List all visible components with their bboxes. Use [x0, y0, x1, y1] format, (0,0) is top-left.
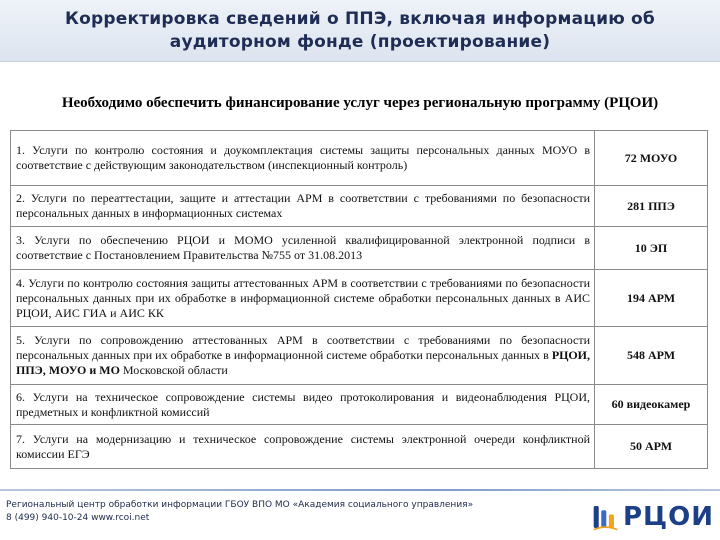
service-description-text: 5. Услуги по сопровождению аттестованных АРМ в соответствии с требованиями по безопасности персональных данных при их обработке в информационной системе обработки персональных данных в — [16, 333, 590, 362]
table-row — [11, 227, 708, 270]
footer-org: Региональный центр обработки информации ГБОУ ВПО МО «Академия социального управления» — [6, 500, 474, 510]
service-description: 2. Услуги по переаттестации, защите и аттестации АРМ в соответствии с требованиями по безопасности персональных данных в информационных системах — [11, 186, 595, 227]
page-title-line1: Корректировка сведений о ППЭ, включая информацию об — [65, 8, 655, 29]
page-title — [65, 8, 655, 54]
title-bar — [0, 0, 720, 62]
service-description: 3. Услуги по обеспечению РЦОИ и МОМО усиленной квалифицированной электронной подписи в соответствие с Постановлением Правительства №755 от 31.08.2013 — [11, 227, 595, 270]
service-quantity: 548 АРМ — [595, 327, 708, 385]
service-description: 1. Услуги по контролю состояния и доукомплектация системы защиты персональных данных МОУО в соответствие с действующим законодательством (инспекционный контроль) — [11, 131, 595, 186]
service-quantity: 72 МОУО — [595, 131, 708, 186]
rcoi-logo — [592, 497, 714, 537]
service-description: 7. Услуги на модернизацию и техническое сопровождение системы электронной очереди конфликтной комиссии ЕГЭ — [11, 425, 595, 469]
footer-divider — [0, 489, 720, 491]
footer — [6, 499, 566, 525]
rcoi-logo-icon — [592, 500, 619, 534]
services-table — [10, 130, 708, 469]
service-quantity: 194 АРМ — [595, 270, 708, 327]
service-description — [11, 327, 595, 385]
service-description-bold: РЦОИ, ППЭ, МОУО и МО — [16, 348, 590, 377]
page-title-line2: аудиторном фонде (проектирование) — [169, 31, 551, 52]
table-row — [11, 186, 708, 227]
service-quantity: 50 АРМ — [595, 425, 708, 469]
service-quantity: 281 ППЭ — [595, 186, 708, 227]
table-row — [11, 385, 708, 425]
service-description: 4. Услуги по контролю состояния защиты аттестованных АРМ в соответствии с требованиями по безопасности персональных данных при их обработке в информационной системе обработки персональных данных в АИС РЦОИ, АИС ГИА и АИС КК — [11, 270, 595, 327]
service-description-text: Московской области — [119, 363, 228, 377]
table-row — [11, 270, 708, 327]
service-description: 6. Услуги на техническое сопровождение системы видео протоколирования и видеонаблюдения РЦОИ, предметных и конфликтной комиссий — [11, 385, 595, 425]
service-quantity: 60 видеокамер — [595, 385, 708, 425]
table-row — [11, 425, 708, 469]
footer-contacts: 8 (499) 940-10-24 www.rcoi.net — [6, 513, 150, 523]
subtitle: Необходимо обеспечить финансирование услуг через региональную программу (РЦОИ) — [61, 95, 659, 111]
table-row — [11, 327, 708, 385]
table-row — [11, 131, 708, 186]
service-quantity: 10 ЭП — [595, 227, 708, 270]
logo-text: РЦОИ — [622, 502, 714, 532]
